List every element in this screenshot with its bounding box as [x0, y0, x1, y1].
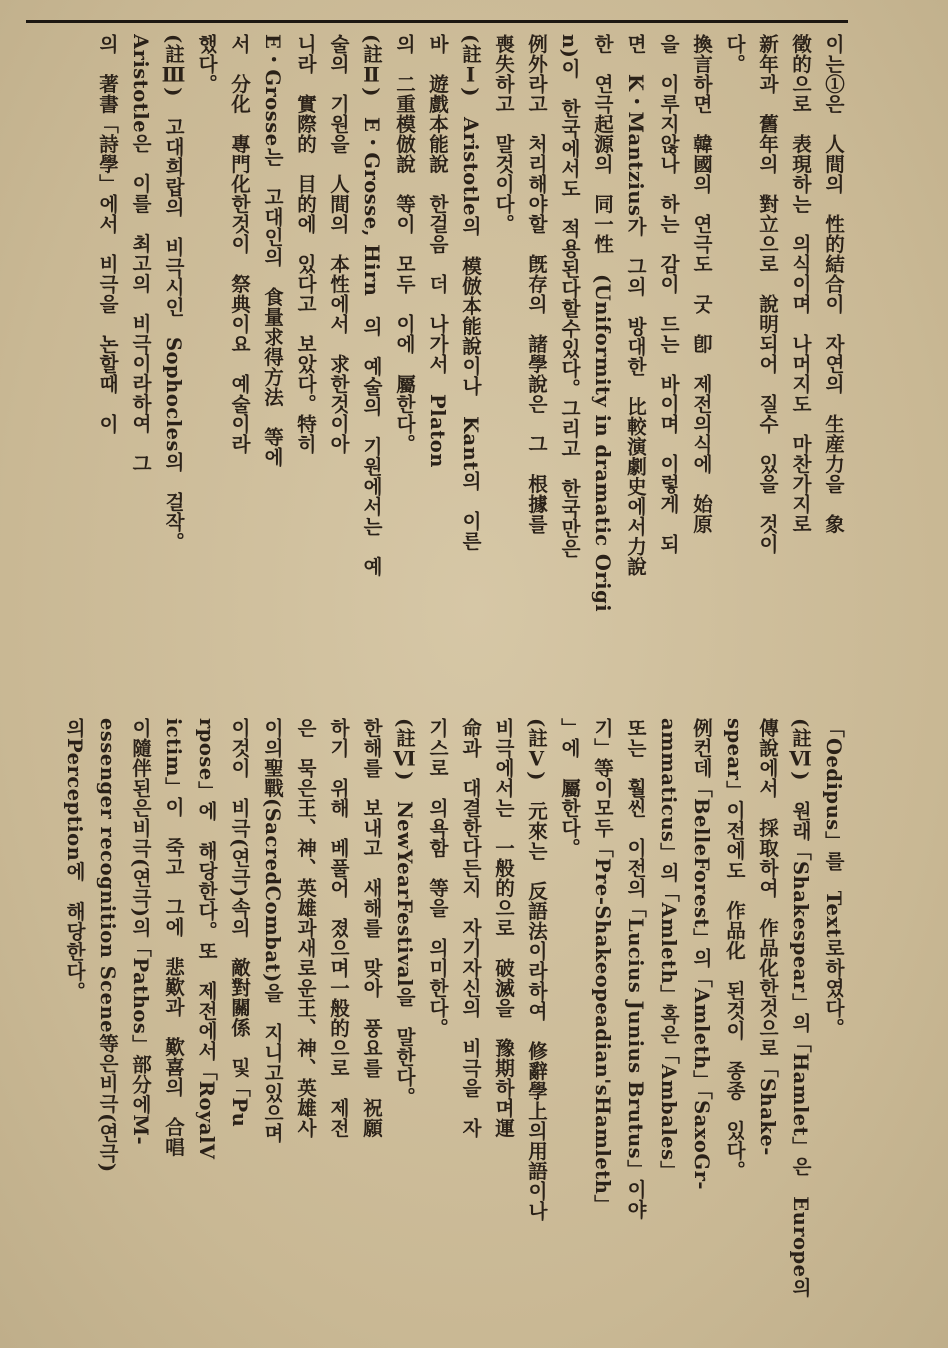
footnote-column: 했다。: [195, 34, 218, 94]
footnote-column: 바 遊戲本能說 한걸음 더 나가서 Platon: [426, 34, 449, 468]
footnote-column: (註Ⅰ) Aristotle의 模倣本能說이나 Kant의 이른: [459, 34, 482, 551]
footnote-column: 「Oedipus」를 Text로하였다。: [822, 718, 845, 1039]
footnote-column: 술의 기원을 人間의 本性에서 求한것이아: [327, 34, 350, 454]
footnote-column: E・Grosse는 고대인의 食量求得方法 等에: [261, 34, 284, 467]
footnote-column: (註Ⅵ) NewYearFestival을 말한다。: [393, 718, 416, 1107]
text-column: 을 이루지않나 하는 감이 드는 바이며 이렇게 되: [657, 34, 680, 554]
text-column: 換言하면 韓國의 연극도 굿 卽 제전의식에 始原: [690, 34, 713, 534]
footnote-column: ictim」이 죽고 그에 悲歎과 歎喜의 合唱: [162, 718, 185, 1157]
text-column: 다。: [723, 34, 746, 74]
text-column: 喪失하고 말것이다。: [492, 34, 515, 234]
footnote-column: 例컨데「BelleForest」의「Amleth」「SaxoGr-: [690, 718, 713, 1190]
footnote-column: 命과 대결한다든지 자기자신의 비극을 자: [459, 718, 482, 1138]
footnote-column: 의Perception에 해당한다。: [63, 718, 86, 1002]
footnote-column: 」에 屬한다。: [558, 718, 581, 858]
footnote-column: 하기 위해 베풀어 졌으며一般的으로 제전: [327, 718, 350, 1138]
footnote-column: spear」이전에도 作品化 된것이 종종 있다。: [723, 718, 746, 1181]
footnote-column: 의 著書「詩學」에서 비극을 논할때 이: [96, 34, 119, 434]
text-column: 면 K・Mantzius가 그의 방대한 比較演劇史에서力說: [624, 34, 647, 577]
footnote-column: 또는 훨씬 이전의「Lucius Junius Brutus」이야: [624, 718, 647, 1220]
footnote-column: (註Ⅴ) 元來는 反語法이라하여 修辭學上의用語이나: [525, 718, 548, 1221]
footnote-column: 의 二重模倣說 等이 모두 이에 屬한다。: [393, 34, 416, 454]
text-column: 한 연극起源의 同一性 (Uniformity in dramatic Origi: [591, 34, 614, 613]
text-column: 例外라고 처리해야할 旣存의 諸學說은 그 根據를: [525, 34, 548, 534]
top-text-block: [0, 34, 948, 694]
footnote-column: essenger recognition Scene等은비극(연극): [96, 718, 119, 1173]
footnote-column: 비극에서는 一般的으로 破滅을 豫期하며運: [492, 718, 515, 1138]
text-column: n)이 한국에서도 적용된다할수있다。그리고 한국만은: [558, 34, 581, 559]
footnote-column: (註Ⅲ) 고대희랍의 비극시인 Sophocles의 걸작。: [162, 34, 185, 553]
text-column: 徵的으로 表現하는 의식이며 나머지도 마찬가지로: [789, 34, 812, 534]
footnote-column: 은 묵은王、神、英雄과새로운王、神、英雄사: [294, 718, 317, 1138]
footnote-column: 이隨伴된은비극(연극)의「Pathos」部分에M-: [129, 718, 152, 1146]
footnote-column: 한해를 보내고 새해를 맞아 풍요를 祝願: [360, 718, 383, 1138]
footnote-column: Aristotle은 이를 최고의 비극이라하여 그: [129, 34, 152, 474]
footnote-column: 서 分化 專門化한것이 祭典이요 예술이라: [228, 34, 251, 454]
footnote-column: (註Ⅱ) E・Grosse, Hirn 의 예술의 기원에서는 예: [360, 34, 383, 577]
footnote-column: 이의聖戰(SacredCombat)을 지니고있으며: [261, 718, 284, 1143]
footnote-column: ammaticus」의「Amleth」혹은「Ambales」: [657, 718, 680, 1181]
footnote-column: 이것이 비극(연극)속의 敵對關係 및「Pu: [228, 718, 251, 1128]
text-column: 이는①은 人間의 性的結合이 자연의 生産力을 象: [822, 34, 845, 534]
footnote-column: 傳說에서 採取하여 作品化한것으로「Shake-: [756, 718, 779, 1156]
footnote-column: 기스로 의욕함 等을 의미한다。: [426, 718, 449, 1038]
footnote-column: 니라 實際的 目的에 있다고 보았다。特히: [294, 34, 317, 454]
text-column: 新年과 舊年의 對立으로 說明되어 질수 있을 것이: [756, 34, 779, 554]
top-rule: [26, 20, 848, 23]
bottom-text-block: [0, 718, 948, 1328]
footnote-column: (註Ⅵ) 원래「Shakespear」의「Hamlet」은 Europe의: [789, 718, 812, 1298]
footnote-column: 기」等이모두「Pre-Shakeopeadian'sHamleth」: [591, 718, 614, 1215]
footnote-column: rpose」에 해당한다。또 제전에서「RoyalV: [195, 718, 218, 1160]
